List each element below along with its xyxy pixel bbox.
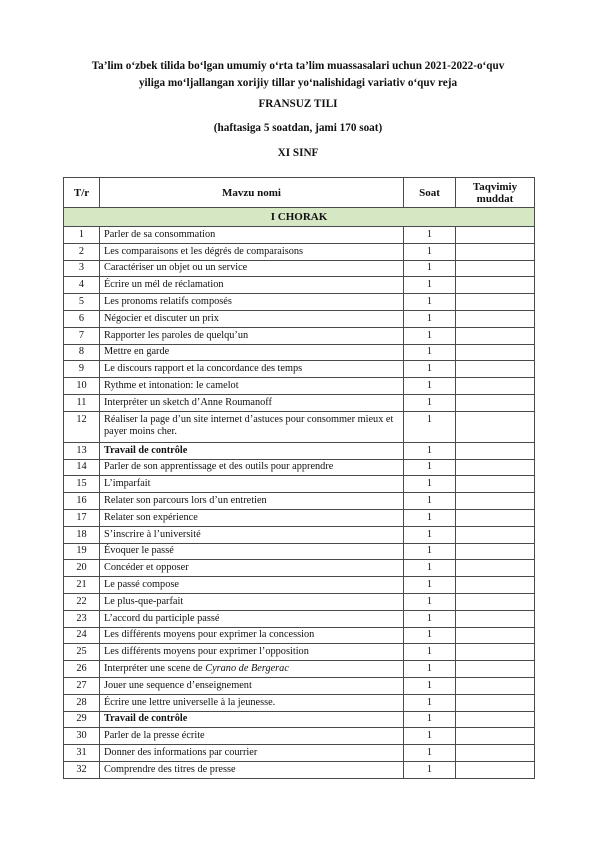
title-line-2: yiliga mo‘ljallangan xorijiy tillar yo‘nalishidagi variativ o‘quv reja: [138, 77, 458, 89]
row-calendar-date: [456, 661, 535, 678]
row-number: 10: [64, 378, 100, 395]
table-row: [64, 728, 535, 745]
row-calendar-date: [456, 627, 535, 644]
row-calendar-date: [456, 442, 535, 459]
grade-heading: XI SINF: [277, 147, 319, 159]
table-row: [64, 459, 535, 476]
row-hours: 1: [404, 378, 456, 395]
row-topic: Évoquer le passé: [100, 543, 404, 560]
table-row: [64, 378, 535, 395]
row-number: 16: [64, 493, 100, 510]
row-number: 32: [64, 761, 100, 778]
row-hours: 1: [404, 277, 456, 294]
row-topic: Parler de son apprentissage et des outils pour apprendre: [100, 459, 404, 476]
table-row: [64, 260, 535, 277]
header-number: T/r: [64, 178, 100, 208]
row-calendar-date: [456, 610, 535, 627]
row-calendar-date: [456, 344, 535, 361]
row-calendar-date: [456, 526, 535, 543]
table-row: [64, 543, 535, 560]
table-row: [64, 227, 535, 244]
row-number: 18: [64, 526, 100, 543]
row-hours: 1: [404, 761, 456, 778]
table-row: [64, 344, 535, 361]
row-hours: 1: [404, 442, 456, 459]
row-number: 14: [64, 459, 100, 476]
row-topic: Parler de la presse écrite: [100, 728, 404, 745]
row-topic: Le discours rapport et la concordance des temps: [100, 361, 404, 378]
row-topic: Écrire un mél de réclamation: [100, 277, 404, 294]
row-topic: S’inscrire à l’université: [100, 526, 404, 543]
table-row: [64, 577, 535, 594]
row-number: 28: [64, 694, 100, 711]
row-hours: 1: [404, 745, 456, 762]
row-calendar-date: [456, 543, 535, 560]
section-label: I CHORAK: [64, 208, 535, 227]
row-number: 25: [64, 644, 100, 661]
row-topic: Parler de sa consommation: [100, 227, 404, 244]
row-calendar-date: [456, 728, 535, 745]
row-number: 30: [64, 728, 100, 745]
row-calendar-date: [456, 577, 535, 594]
row-number: 4: [64, 277, 100, 294]
table-row: [64, 361, 535, 378]
row-topic: Le passé compose: [100, 577, 404, 594]
header-hours: Soat: [404, 178, 456, 208]
row-hours: 1: [404, 577, 456, 594]
row-topic: Écrire une lettre universelle à la jeunesse.: [100, 694, 404, 711]
row-topic: Relater son parcours lors d’un entretien: [100, 493, 404, 510]
row-number: 9: [64, 361, 100, 378]
row-number: 3: [64, 260, 100, 277]
row-number: 22: [64, 593, 100, 610]
row-hours: 1: [404, 493, 456, 510]
row-number: 12: [64, 411, 100, 442]
row-topic: Rapporter les paroles de quelqu’un: [100, 327, 404, 344]
table-row: [64, 442, 535, 459]
row-number: 17: [64, 509, 100, 526]
row-hours: 1: [404, 644, 456, 661]
row-topic: Donner des informations par courrier: [100, 745, 404, 762]
table-row: [64, 593, 535, 610]
row-topic: L’accord du participle passé: [100, 610, 404, 627]
row-hours: 1: [404, 543, 456, 560]
row-hours: 1: [404, 310, 456, 327]
table-row: [64, 694, 535, 711]
row-calendar-date: [456, 310, 535, 327]
row-topic: Les comparaisons et les dégrés de comparaisons: [100, 243, 404, 260]
header-topic: Mavzu nomi: [100, 178, 404, 208]
row-topic: L’imparfait: [100, 476, 404, 493]
row-number: 2: [64, 243, 100, 260]
row-number: 15: [64, 476, 100, 493]
row-topic: Interpréter un sketch d’Anne Roumanoff: [100, 394, 404, 411]
row-number: 5: [64, 294, 100, 311]
table-row: [64, 509, 535, 526]
table-row: [64, 493, 535, 510]
row-calendar-date: [456, 243, 535, 260]
row-calendar-date: [456, 560, 535, 577]
row-number: 23: [64, 610, 100, 627]
row-topic: Le plus-que-parfait: [100, 593, 404, 610]
row-calendar-date: [456, 711, 535, 728]
row-hours: 1: [404, 459, 456, 476]
row-calendar-date: [456, 493, 535, 510]
table-row: [64, 711, 535, 728]
row-calendar-date: [456, 509, 535, 526]
row-number: 6: [64, 310, 100, 327]
row-calendar-date: [456, 644, 535, 661]
row-topic: [100, 661, 404, 678]
document-title: [60, 58, 536, 92]
table-row: [64, 476, 535, 493]
row-hours: 1: [404, 526, 456, 543]
table-row: [64, 327, 535, 344]
table-row: [64, 394, 535, 411]
table-header-row: [64, 178, 535, 208]
row-calendar-date: [456, 459, 535, 476]
row-topic: Comprendre des titres de presse: [100, 761, 404, 778]
row-calendar-date: [456, 694, 535, 711]
row-topic: Caractériser un objet ou un service: [100, 260, 404, 277]
row-number: 20: [64, 560, 100, 577]
curriculum-table: [63, 177, 535, 779]
row-number: 27: [64, 677, 100, 694]
table-row: [64, 644, 535, 661]
row-topic: Les pronoms relatifs composés: [100, 294, 404, 311]
row-calendar-date: [456, 260, 535, 277]
title-line-1: Ta’lim o‘zbek tilida bo‘lgan umumiy o‘rta ta’lim muassasalari uchun 2021-2022-o‘quv: [91, 60, 505, 72]
table-row: [64, 661, 535, 678]
row-hours: 1: [404, 327, 456, 344]
row-calendar-date: [456, 761, 535, 778]
row-hours: 1: [404, 610, 456, 627]
row-number: 21: [64, 577, 100, 594]
row-number: 31: [64, 745, 100, 762]
row-hours: 1: [404, 260, 456, 277]
row-calendar-date: [456, 294, 535, 311]
row-topic: Réaliser la page d’un site internet d’astuces pour consommer mieux et payer moins cher.: [100, 411, 404, 442]
hours-heading: (haftasiga 5 soatdan, jami 170 soat): [213, 122, 383, 134]
row-calendar-date: [456, 411, 535, 442]
section-row: [64, 208, 535, 227]
row-topic-italic-title: Cyrano de Bergerac: [205, 663, 289, 675]
row-topic: Mettre en garde: [100, 344, 404, 361]
row-hours: 1: [404, 411, 456, 442]
table-row: [64, 277, 535, 294]
row-topic: Travail de contrôle: [100, 711, 404, 728]
row-number: 19: [64, 543, 100, 560]
row-topic: Négocier et discuter un prix: [100, 310, 404, 327]
row-number: 7: [64, 327, 100, 344]
row-number: 26: [64, 661, 100, 678]
row-hours: 1: [404, 728, 456, 745]
row-topic: Jouer une sequence d’enseignement: [100, 677, 404, 694]
table-row: [64, 243, 535, 260]
row-calendar-date: [456, 677, 535, 694]
row-calendar-date: [456, 277, 535, 294]
table-row: [64, 677, 535, 694]
row-hours: 1: [404, 677, 456, 694]
row-topic: Relater son expérience: [100, 509, 404, 526]
table-row: [64, 294, 535, 311]
row-number: 29: [64, 711, 100, 728]
table-row: [64, 610, 535, 627]
row-hours: 1: [404, 294, 456, 311]
row-calendar-date: [456, 361, 535, 378]
row-hours: 1: [404, 227, 456, 244]
row-hours: 1: [404, 627, 456, 644]
row-calendar-date: [456, 745, 535, 762]
row-topic: Rythme et intonation: le camelot: [100, 378, 404, 395]
row-topic: Les différents moyens pour exprimer la concession: [100, 627, 404, 644]
row-calendar-date: [456, 394, 535, 411]
row-number: 24: [64, 627, 100, 644]
table-row: [64, 310, 535, 327]
row-calendar-date: [456, 476, 535, 493]
row-topic-text: Interpréter une scene de: [104, 663, 206, 675]
table-row: [64, 526, 535, 543]
row-hours: 1: [404, 661, 456, 678]
header-calendar-date: Taqvimiy muddat: [456, 178, 535, 208]
row-hours: 1: [404, 361, 456, 378]
row-calendar-date: [456, 327, 535, 344]
row-calendar-date: [456, 378, 535, 395]
table-row: [64, 411, 535, 442]
row-calendar-date: [456, 593, 535, 610]
row-calendar-date: [456, 227, 535, 244]
table-row: [64, 761, 535, 778]
row-hours: 1: [404, 560, 456, 577]
row-hours: 1: [404, 243, 456, 260]
row-hours: 1: [404, 394, 456, 411]
row-hours: 1: [404, 509, 456, 526]
row-hours: 1: [404, 694, 456, 711]
row-hours: 1: [404, 476, 456, 493]
row-number: 8: [64, 344, 100, 361]
row-hours: 1: [404, 344, 456, 361]
row-topic: Les différents moyens pour exprimer l’opposition: [100, 644, 404, 661]
table-row: [64, 627, 535, 644]
row-topic: Concéder et opposer: [100, 560, 404, 577]
row-topic: Travail de contrôle: [100, 442, 404, 459]
row-hours: 1: [404, 593, 456, 610]
table-row: [64, 745, 535, 762]
row-hours: 1: [404, 711, 456, 728]
row-number: 11: [64, 394, 100, 411]
table-row: [64, 560, 535, 577]
subject-heading: FRANSUZ TILI: [258, 98, 338, 110]
row-number: 13: [64, 442, 100, 459]
row-number: 1: [64, 227, 100, 244]
